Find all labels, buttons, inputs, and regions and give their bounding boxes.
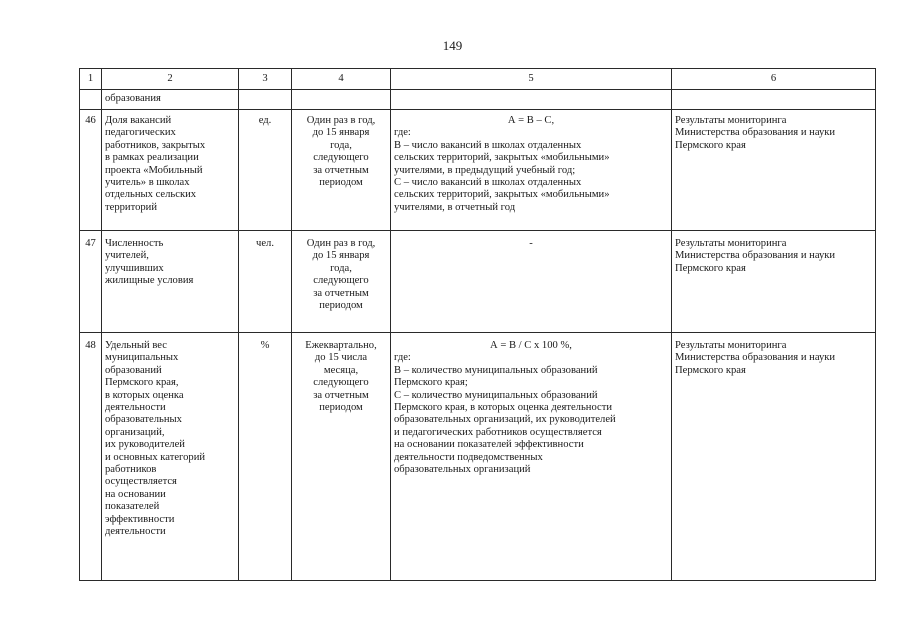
cell-source [672, 110, 876, 231]
cell-method [391, 333, 672, 581]
formula: А = В / С х 100 %, [490, 340, 572, 351]
cell-source [672, 90, 876, 110]
table-header-row [80, 69, 876, 90]
method-text: где: В – число вакансий в школах отдаленных сельских территорий, закрытых «мобильными» учителями, в предыдущий учебный год; С – число вакансий в школах отдаленных сельских территорий, закрытых «мобильными» учителями, в отчетный год [394, 127, 610, 213]
data-source: Результаты мониторинга Министерства образования и науки Пермского края [675, 115, 836, 151]
table-row-continuation [80, 90, 876, 110]
cell-method [391, 90, 672, 110]
cell-method [391, 110, 672, 231]
cell-num: 48 [80, 333, 102, 581]
data-source: Результаты мониторинга Министерства образования и науки Пермского края [675, 238, 836, 274]
cell-name [102, 333, 239, 581]
cell-num: 47 [80, 231, 102, 333]
cell-name [102, 110, 239, 231]
data-source: Результаты мониторинга Министерства образования и науки Пермского края [675, 340, 836, 376]
cell-unit [239, 90, 292, 110]
cell-method [391, 231, 672, 333]
header-col-2: 2 [102, 69, 239, 90]
formula: А = В – С, [507, 115, 555, 126]
reporting-period: Ежеквартально, до 15 числа месяца, следующего за отчетным периодом [305, 340, 377, 414]
cell-unit: % [239, 333, 292, 581]
cell-unit: ед. [239, 110, 292, 231]
cell-name: образования [102, 90, 239, 110]
cell-period [292, 231, 391, 333]
header-col-6: 6 [672, 69, 876, 90]
page-number: 149 [442, 38, 463, 53]
cell-num: 46 [80, 110, 102, 231]
header-col-5: 5 [391, 69, 672, 90]
table-row [80, 231, 876, 333]
cell-source [672, 231, 876, 333]
cell-num [80, 90, 102, 110]
cell-period [292, 110, 391, 231]
indicator-name: Доля вакансий педагогических работников, закрытых в рамках реализации проекта «Мобильный учитель» в школах отдельных сельских территорий [105, 115, 206, 213]
cell-unit: чел. [239, 231, 292, 333]
indicators-table [79, 68, 876, 581]
indicator-name: Удельный вес муниципальных образований Пермского края, в которых оценка деятельности образовательных организаций, их руководителей и основных категорий работников осуществляется на основании показателей эффективности деятельности [105, 340, 206, 538]
cell-source [672, 333, 876, 581]
table-row [80, 110, 876, 231]
indicator-name: Численность учителей, улучшивших жилищные условия [105, 238, 194, 287]
table-row [80, 333, 876, 581]
formula: - [529, 238, 533, 249]
header-col-1: 1 [80, 69, 102, 90]
reporting-period: Один раз в год, до 15 января года, следующего за отчетным периодом [306, 115, 376, 189]
header-col-3: 3 [239, 69, 292, 90]
cell-period [292, 90, 391, 110]
header-col-4: 4 [292, 69, 391, 90]
reporting-period: Один раз в год, до 15 января года, следующего за отчетным периодом [306, 238, 376, 312]
method-text: где: В – количество муниципальных образований Пермского края; С – количество муниципальных образований Пермского края, в которых оценка деятельности образовательных организаций, их руководителей и педагогических работников осуществляется на основании показателей эффективности деятельности подведомственных образовательных организаций [394, 352, 616, 476]
cell-name [102, 231, 239, 333]
cell-period [292, 333, 391, 581]
